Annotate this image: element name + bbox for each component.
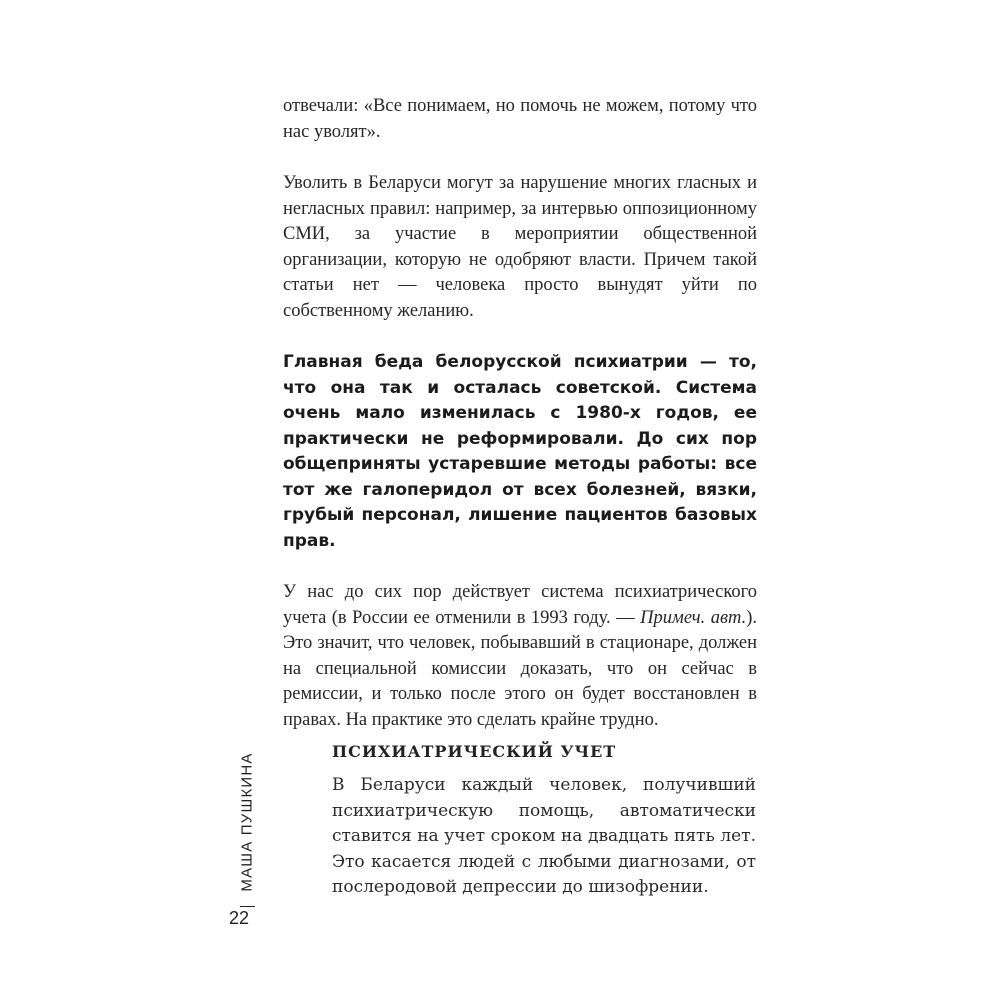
paragraph-continuation: отвечали: «Все понимаем, но помочь не можем, потому что нас уволят». [283,96,757,142]
running-head-rule [240,906,255,907]
registration-text-end: ). Это значит, что человек, побывавший в стационаре, должен на специальной комиссии доказать, что он сейчас в ремиссии, и только после этого он будет восстановлен в правах. На практике это сделать крайне трудно. [283,607,758,730]
registration-text-start: У нас до сих пор действует система психиатрического учета (в России ее отменили в 1993 году. — [283,582,757,628]
sidebar-heading: ПСИХИАТРИЧЕСКИЙ УЧЕТ [332,742,617,761]
sidebar-box [332,742,756,901]
page-number: 22 [229,908,250,928]
paragraph-dismissal: Уволить в Беларуси могут за нарушение многих гласных и негласных правил: например, за интервью оппозиционному СМИ, за участие в мероприятии общественной организации, которую не одобряют власти. Причем такой статьи нет — человека просто вынудят уйти по собственному желанию. [283,173,757,321]
paragraph-registration [283,580,757,733]
main-text-column [283,94,757,733]
paragraph-emphasis: Главная беда белорусской психиатрии — то, что она так и осталась советской. Система очень мало изменилась с 1980-х годов, ее практически не реформировали. До сих пор общеприняты устаревшие методы работы: все тот же галоперидол от всех болезней, вязки, грубый персонал, лишение пациентов базовых прав. [283,352,757,551]
sidebar-text: В Беларуси каждый человек, получивший психиатрическую помощь, автоматически ставится на учет сроком на двадцать пять лет. Это касается людей с любыми диагнозами, от послеродовой депрессии до шизофрении. [332,775,756,897]
author-note: Примеч. авт. [640,607,747,628]
running-head-author: МАША ПУШКИНА [238,752,256,892]
